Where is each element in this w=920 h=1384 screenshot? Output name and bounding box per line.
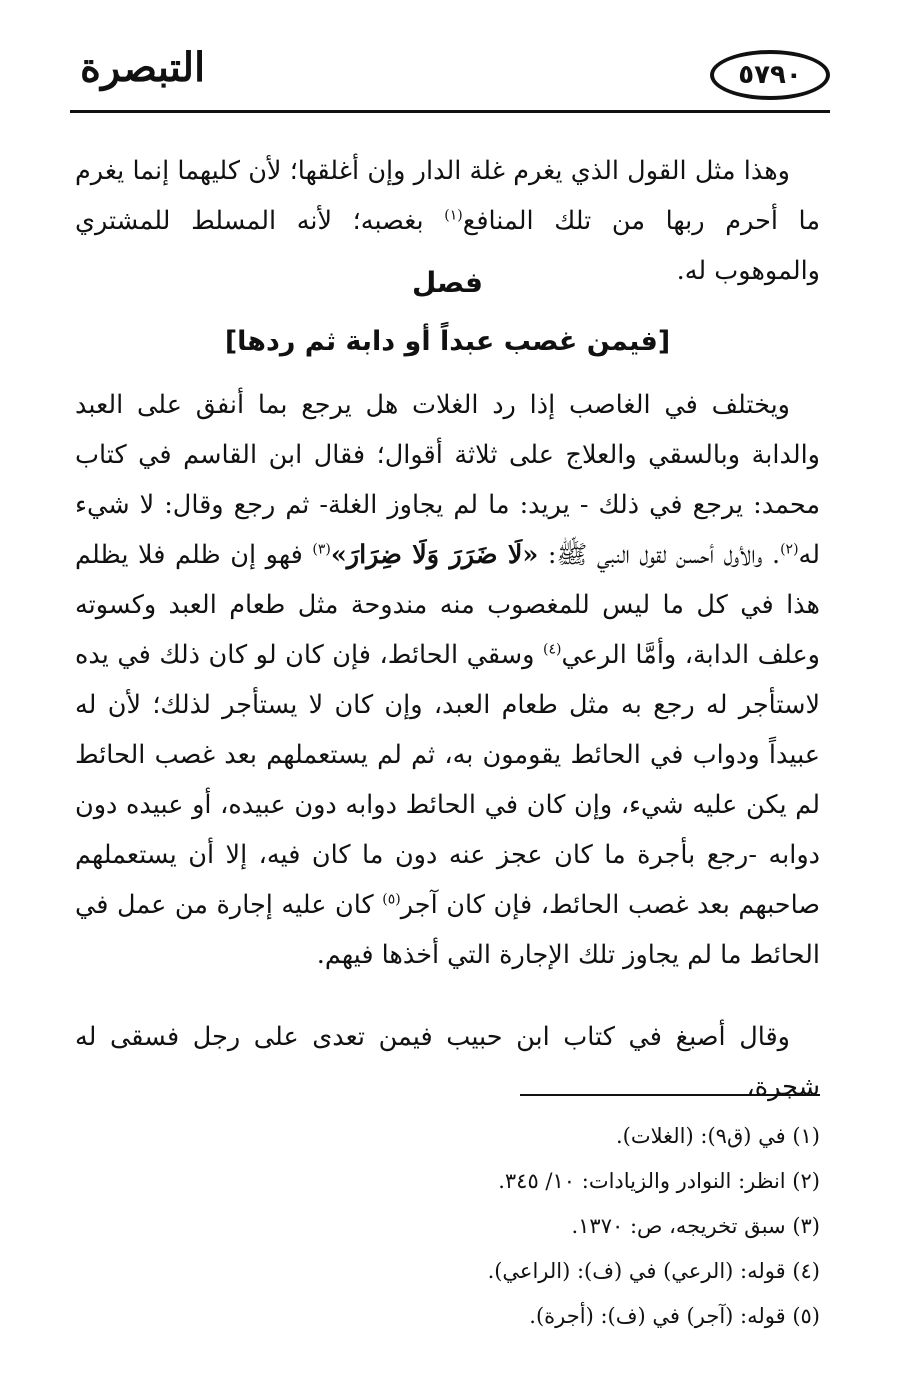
- section-label: فصل: [412, 266, 483, 299]
- closing-paragraph: [75, 1012, 820, 1112]
- footnote-2: (٢) انظر: النوادر والزيادات: ١٠/ ٣٤٥.: [498, 1169, 820, 1193]
- footnote-4: (٤) قوله: (الرعي) في (ف): (الراعي).: [487, 1259, 820, 1283]
- intro-text-a: وهذا مثل القول الذي يغرم غلة الدار وإن أغلقها؛ لأن كليهما إنما يغرم ما أحرم ربها من تلك المنافع: [75, 156, 820, 236]
- footnote-ref-1: (١): [444, 207, 463, 224]
- footnote-5: (٥) قوله: (آجر) في (ف): (أجرة).: [529, 1304, 820, 1328]
- body-text-d: وسقي الحائط، فإن كان لو كان ذلك في يده لاستأجر له رجع به مثل طعام العبد، وإن كان لا يستأجر لذلك؛ لأن له عبيداً ودواب في الحائط يقومون به، ثم لم يستعملهم بعد غصب الحائط لم يكن عليه شيء، وإن كان في الحائط دوابه دون عبيده، أو عبيده دون دوابه -رجع بأجرة ما كان عجز عنه دون ما كان فيه، إلا أن يستعملهم صاحبهم بعد غصب الحائط، فإن كان آجر: [75, 640, 820, 920]
- book-title: التبصرة: [80, 44, 206, 91]
- main-paragraph: [75, 380, 820, 980]
- page-number-oval: [710, 50, 830, 100]
- hadith-quote: «لَا ضَرَرَ وَلَا ضِرَارَ»: [330, 540, 539, 570]
- header-divider: [70, 110, 830, 113]
- footnote-ref-5: (٥): [382, 891, 401, 908]
- footnotes: [75, 1114, 820, 1339]
- section-title: [فيمن غصب عبداً أو دابة ثم ردها]: [224, 326, 671, 357]
- body-text-c: فهو إن ظلم فلا يظلم هذا في كل ما ليس للمغصوب منه مندوحة مثل طعام العبد وكسوته وعلف الدابة، وأمَّا الرعي: [75, 540, 820, 670]
- body-text-e: كان عليه إجارة من عمل في الحائط ما لم يجاوز تلك الإجارة التي أخذها فيهم.: [75, 890, 820, 970]
- footnote-1: (١) في (ق٩): (الغلات).: [615, 1124, 820, 1148]
- body-text-a: ويختلف في الغاصب إذا رد الغلات هل يرجع بما أنفق على العبد والدابة وبالسقي والعلاج على ثلاثة أقوال؛ فقال ابن القاسم في كتاب محمد: يرجع في ذلك - يريد: ما لم يجاوز الغلة- ثم رجع وقال: لا شيء له: [75, 390, 820, 570]
- footnote-ref-2: (٢): [780, 541, 799, 558]
- closing-text: وقال أصبغ في كتاب ابن حبيب فيمن تعدى على رجل فسقى له شجرة،: [75, 1022, 820, 1102]
- footnote-divider: [520, 1094, 820, 1096]
- page-header: [70, 40, 830, 120]
- footnote-ref-3: (٣): [312, 541, 331, 558]
- footnote-ref-4: (٤): [543, 641, 562, 658]
- intro-text-b: بغصبه؛ لأنه المسلط للمشتري والموهوب له.: [75, 206, 820, 286]
- footnote-3: (٣) سبق تخريجه، ص: ١٣٧٠.: [571, 1214, 820, 1238]
- page-number: ٥٧٩٠: [738, 60, 802, 90]
- body-text-b: . والأول أحسن لقول النبي ﷺ:: [538, 540, 781, 570]
